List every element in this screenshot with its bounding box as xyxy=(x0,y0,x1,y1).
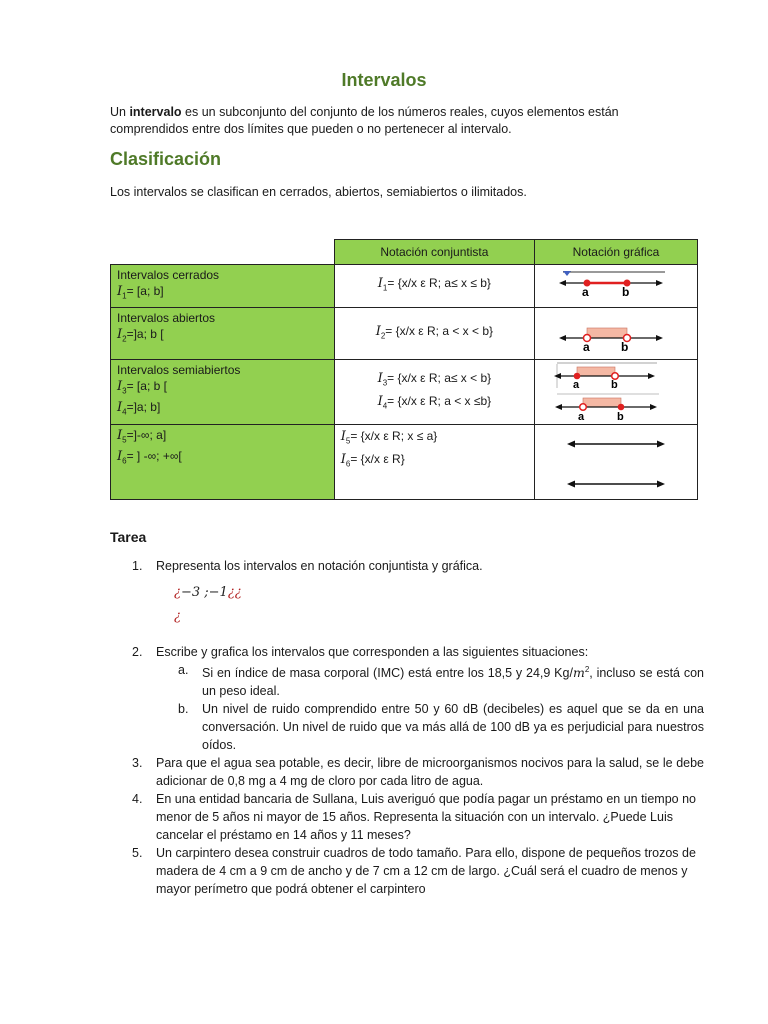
arrow-left-icon xyxy=(554,373,561,379)
arrow-left-icon xyxy=(559,335,566,341)
table-row xyxy=(111,360,698,425)
label-b: b xyxy=(616,411,624,423)
arrow-left-icon xyxy=(555,404,562,410)
list-item: 2. Escribe y grafica los intervalos que corresponden a las siguientes situaciones: xyxy=(132,645,589,659)
row-label-cell xyxy=(111,265,335,308)
set-notation-cell: $I_2= \{x/x$ ε R; a < x < b} xyxy=(334,308,534,360)
label-a: a xyxy=(581,285,589,299)
table-corner-cell xyxy=(111,240,335,265)
arrow-right-icon xyxy=(657,481,665,488)
table-row xyxy=(111,425,698,500)
open-point-a xyxy=(580,404,587,411)
arrow-right-icon xyxy=(650,404,657,410)
graphic-cell xyxy=(534,265,697,308)
label-b: b xyxy=(620,340,629,354)
interval-name: $I_2=]a$; b [ xyxy=(117,327,164,344)
interval-name: $I_6=$ ] -∞; +∞[ xyxy=(117,449,182,466)
label-b: b xyxy=(621,285,630,299)
intro-text-end: es un subconjunto del conjunto de los números reales, cuyos elementos están comprendidos entre dos límites que pueden o no pertenecer al intervalo. xyxy=(110,105,619,136)
list-item: 1. Representa los intervalos en notación conjuntista y gráfica. xyxy=(132,559,483,573)
classification-heading: Clasificación xyxy=(110,149,222,169)
arrow-right-icon xyxy=(648,373,655,379)
table-row xyxy=(111,308,698,360)
set-notation-cell: $I_3= \{x/x$ ε R; a≤ x < b} $I_4= \{x/x$ ε R; a < x ≤b} xyxy=(334,360,534,425)
task-list xyxy=(110,557,704,898)
closed-interval-graph xyxy=(535,265,697,307)
intro-paragraph xyxy=(110,104,700,138)
row-label: Intervalos semiabiertos xyxy=(117,363,241,377)
interval-name: $I_4=]a$; b] xyxy=(117,400,161,417)
label-a: a xyxy=(572,379,580,391)
header-set-notation: Notación conjuntista xyxy=(334,240,534,265)
sub-list-item: a. Si en índice de masa corporal (IMC) está entre los 18,5 y 24,9 $Kg/m^2$, incluso se está con un peso ideal. xyxy=(178,663,704,699)
interval-name: $I_5=]-\infty$; a] xyxy=(117,428,167,445)
open-interval-graph xyxy=(535,308,697,359)
row-label-cell xyxy=(111,308,335,360)
arrow-left-icon xyxy=(559,280,566,286)
marker-icon xyxy=(563,271,571,276)
graphic-cell xyxy=(534,425,697,500)
list-item: 4. En una entidad bancaria de Sullana, Luis averiguó que podía pagar un préstamo en un tiempo no menor de 5 años ni mayor de 15 años. Representa la situación con un intervalo. ¿Puede Luis cancelar el préstamo en 14 años y 11 meses? xyxy=(132,792,696,843)
table-header-row xyxy=(111,240,698,265)
arrow-left-icon xyxy=(567,481,575,488)
half-open-interval-graph xyxy=(535,360,697,424)
closed-point-b xyxy=(618,404,625,411)
interval-name: $I_3= [a$; b [ xyxy=(117,379,167,396)
table-row xyxy=(111,265,698,308)
set-notation-cell: $I_5= \{x/x$ ε R; x ≤ a} $I_6= \{x/x$ ε R} xyxy=(334,425,534,500)
arrow-right-icon xyxy=(656,280,663,286)
list-item: 3. Para que el agua sea potable, es decir, libre de microorganismos nocivos para la salud, se le debe adicionar de 0,8 mg a 4 mg de cloro por cada litro de agua. xyxy=(132,756,704,789)
math-expression: ¿−3 ;−1¿¿ xyxy=(174,585,242,600)
row-label: Intervalos abiertos xyxy=(117,311,216,325)
arrow-left-icon xyxy=(567,441,575,448)
interval-name: $I_1= [a$; b] xyxy=(117,284,164,301)
intervals-table xyxy=(110,239,698,500)
list-item: 5. Un carpintero desea construir cuadros de todo tamaño. Para ello, dispone de pequeños trozos de madera de 4 cm a 9 cm de ancho y de 7 cm a 12 cm de largo. ¿Cuál será el cuadro de menos y mayor perímetro que podrá obtener el carpintero xyxy=(132,846,696,897)
label-b: b xyxy=(610,379,618,391)
label-a: a xyxy=(582,340,590,354)
row-label-cell xyxy=(111,425,335,500)
graphic-cell xyxy=(534,308,697,360)
row-label-cell xyxy=(111,360,335,425)
page-title: Intervalos xyxy=(341,70,427,90)
intro-text-start: Un xyxy=(110,105,130,119)
row-label: Intervalos cerrados xyxy=(117,268,220,282)
intro-keyword: intervalo xyxy=(129,105,182,119)
unbounded-interval-graph xyxy=(535,425,697,499)
sub-list-item: b. Un nivel de ruido comprendido entre 50 y 60 dB (decibeles) es aquel que se da en una conversación. Un nivel de ruido que va más allá de 100 dB ya es perjudicial para nuestros oídos. xyxy=(178,702,704,753)
label-a: a xyxy=(577,411,585,423)
classification-text: Los intervalos se clasifican en cerrados, abiertos, semiabiertos o ilimitados. xyxy=(110,185,527,199)
task-heading: Tarea xyxy=(110,529,147,545)
arrow-right-icon xyxy=(656,335,663,341)
graphic-cell xyxy=(534,360,697,425)
arrow-right-icon xyxy=(657,441,665,448)
set-notation-cell: $I_1= \{x/x$ ε R; a≤ x ≤ b} xyxy=(334,265,534,308)
math-expression: ¿ xyxy=(174,609,181,624)
header-graphic-notation: Notación gráfica xyxy=(534,240,697,265)
